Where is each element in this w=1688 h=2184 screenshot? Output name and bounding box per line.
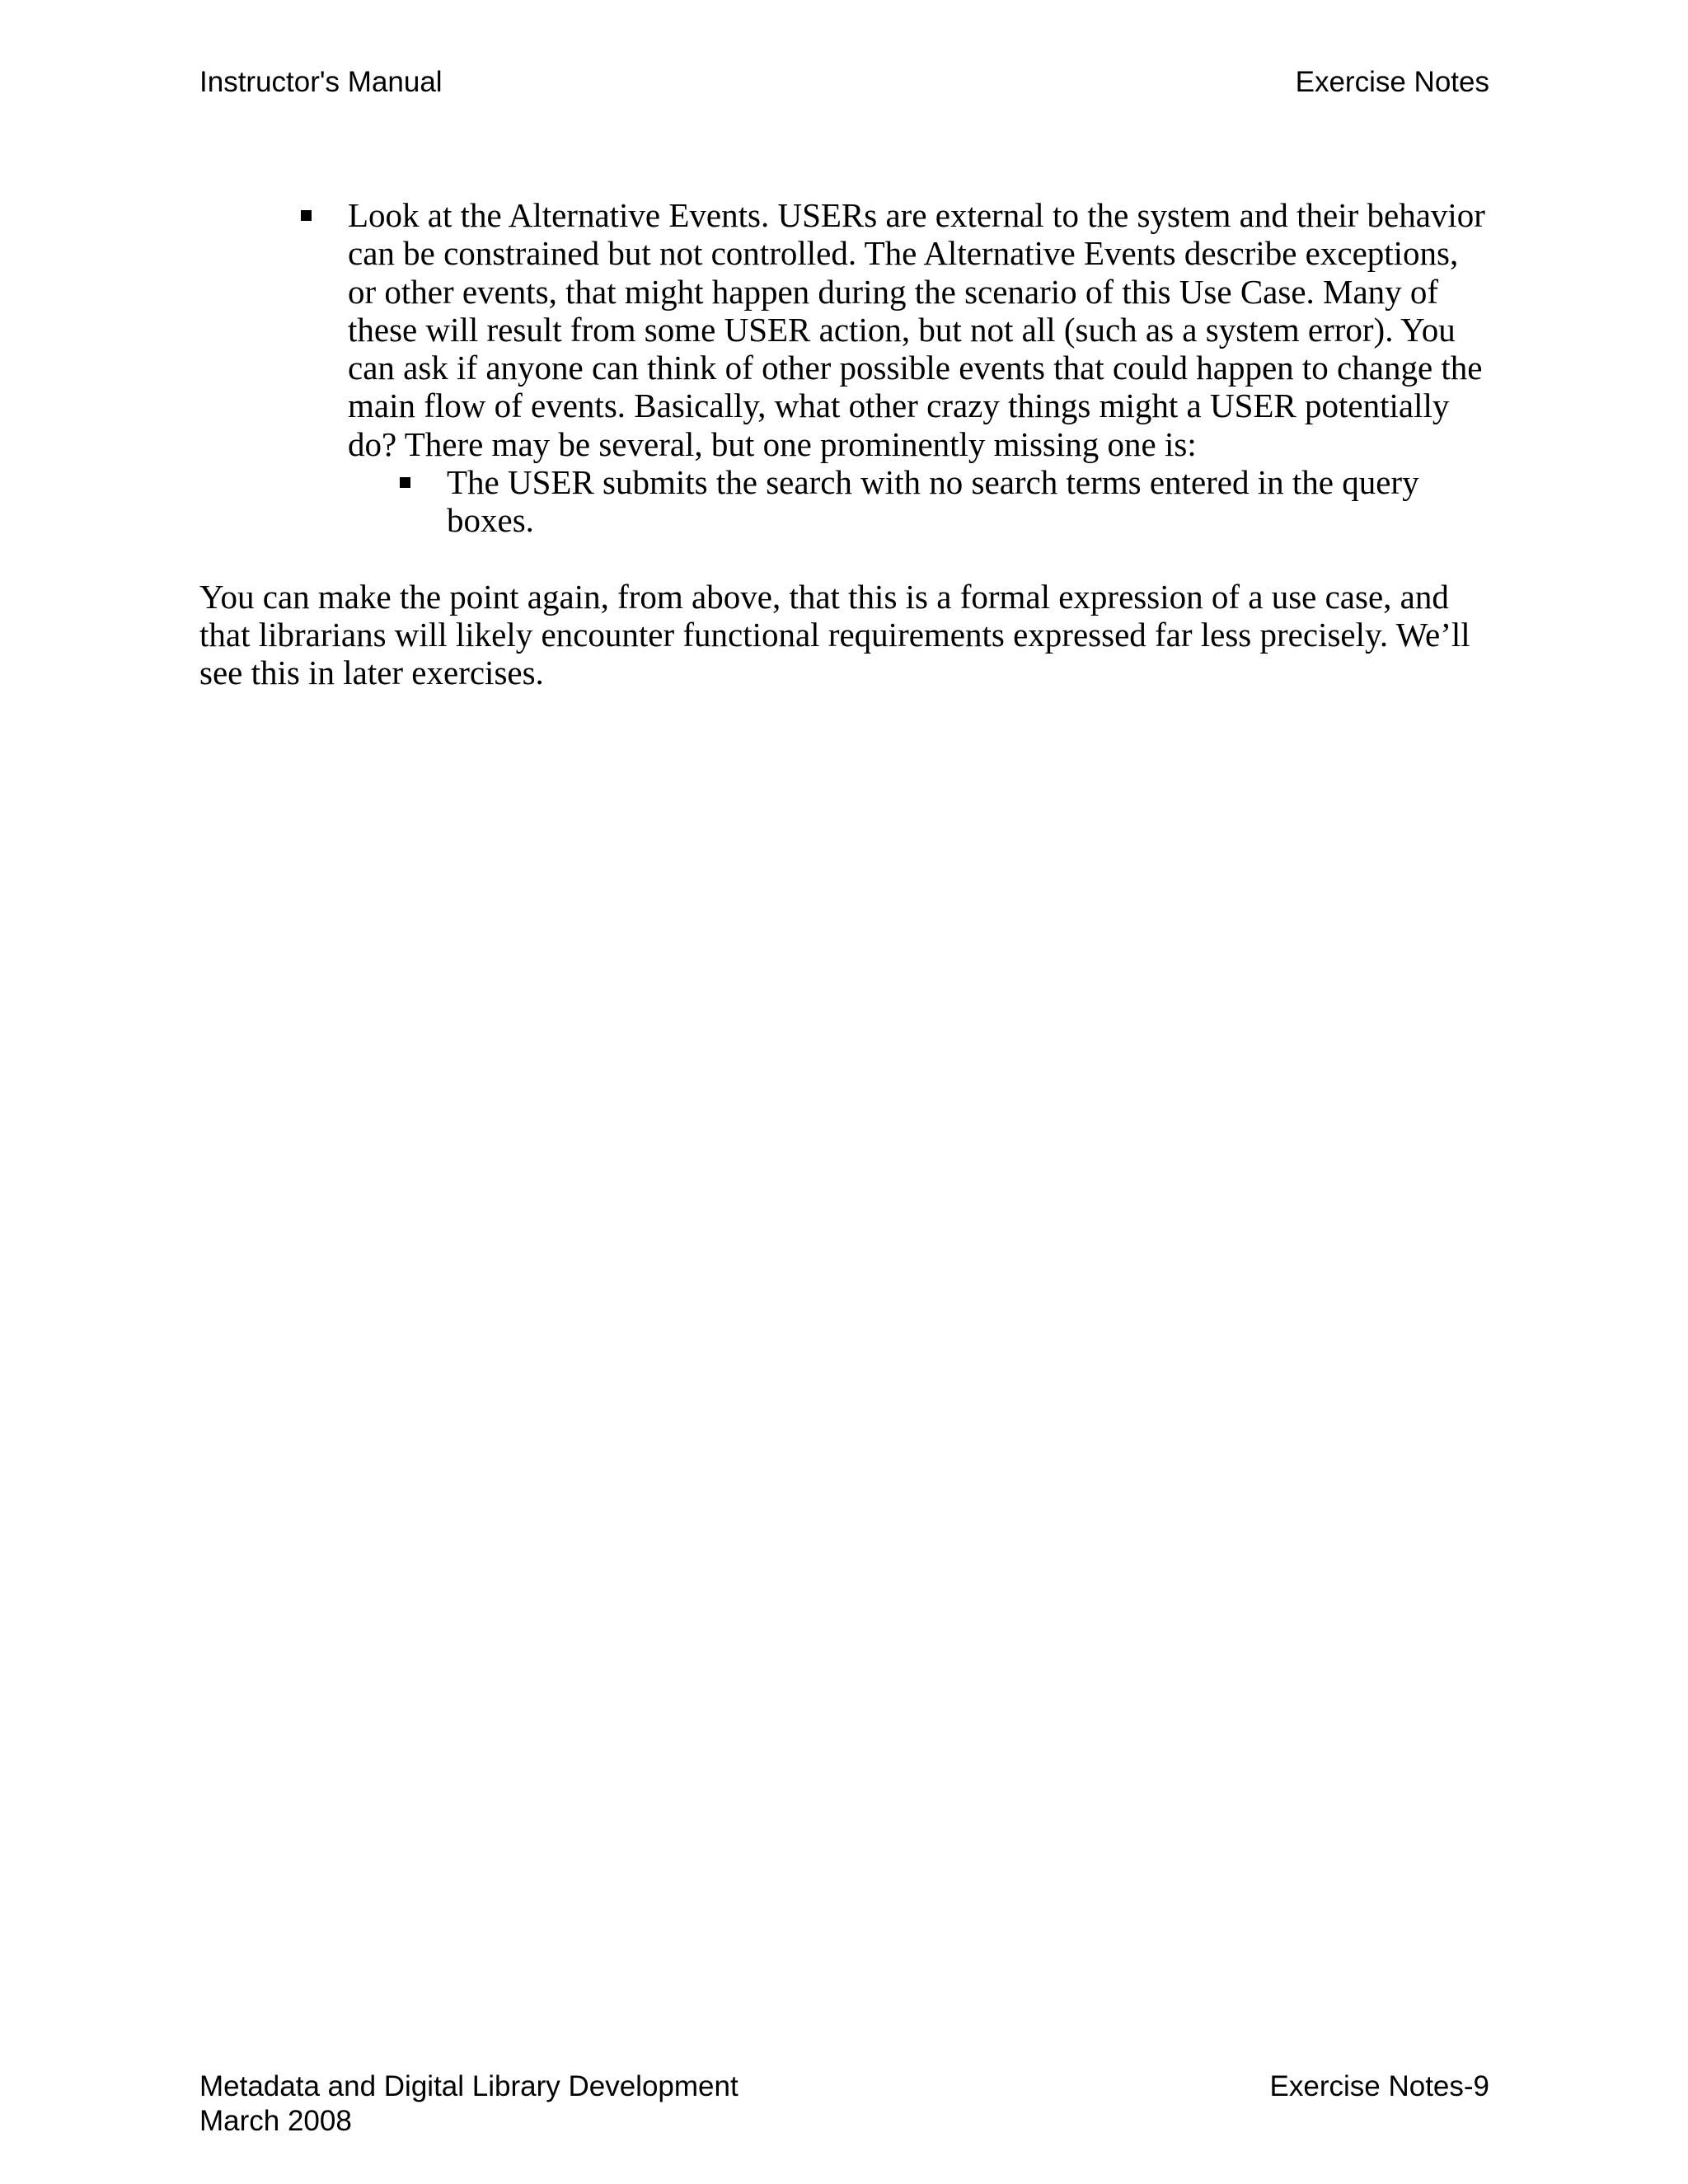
footer-page-number: Exercise Notes-9 — [1269, 2070, 1489, 2102]
list-item-text: Look at the Alternative Events. USERs are external to the system and their behavior can be constrained but not controlled. The Alternative Events describe exceptions, or other events, that might happen during the scenario of this Use Case. Many of these will result from some USER action, but not all (such as a system error). You can ask if anyone can think of other possible events that could happen to change the main flow of events. Basically, what other crazy things might a USER potentially do? There may be several, but one prominently missing one is: — [348, 196, 1485, 463]
header-left: Instructor's Manual — [199, 66, 443, 98]
sub-list-item — [447, 463, 1461, 540]
square-bullet-icon — [400, 477, 410, 488]
body-paragraph: You can make the point again, from above, that this is a formal expression of a use case, and that librarians will likely encounter functional requirements expressed far less precisely. We’ll see this in later exercises. — [199, 577, 1470, 692]
page-body — [199, 196, 1489, 692]
footer-left — [199, 2069, 738, 2139]
sub-bullet-list — [348, 463, 1489, 540]
footer-date: March 2008 — [199, 2105, 352, 2137]
square-bullet-icon — [301, 210, 312, 221]
bullet-list — [199, 196, 1489, 540]
sub-list-item-text: The USER submits the search with no search terms entered in the query boxes. — [447, 463, 1419, 540]
list-item — [348, 196, 1489, 540]
header-right: Exercise Notes — [1295, 66, 1489, 98]
footer-title: Metadata and Digital Library Development — [199, 2070, 738, 2102]
